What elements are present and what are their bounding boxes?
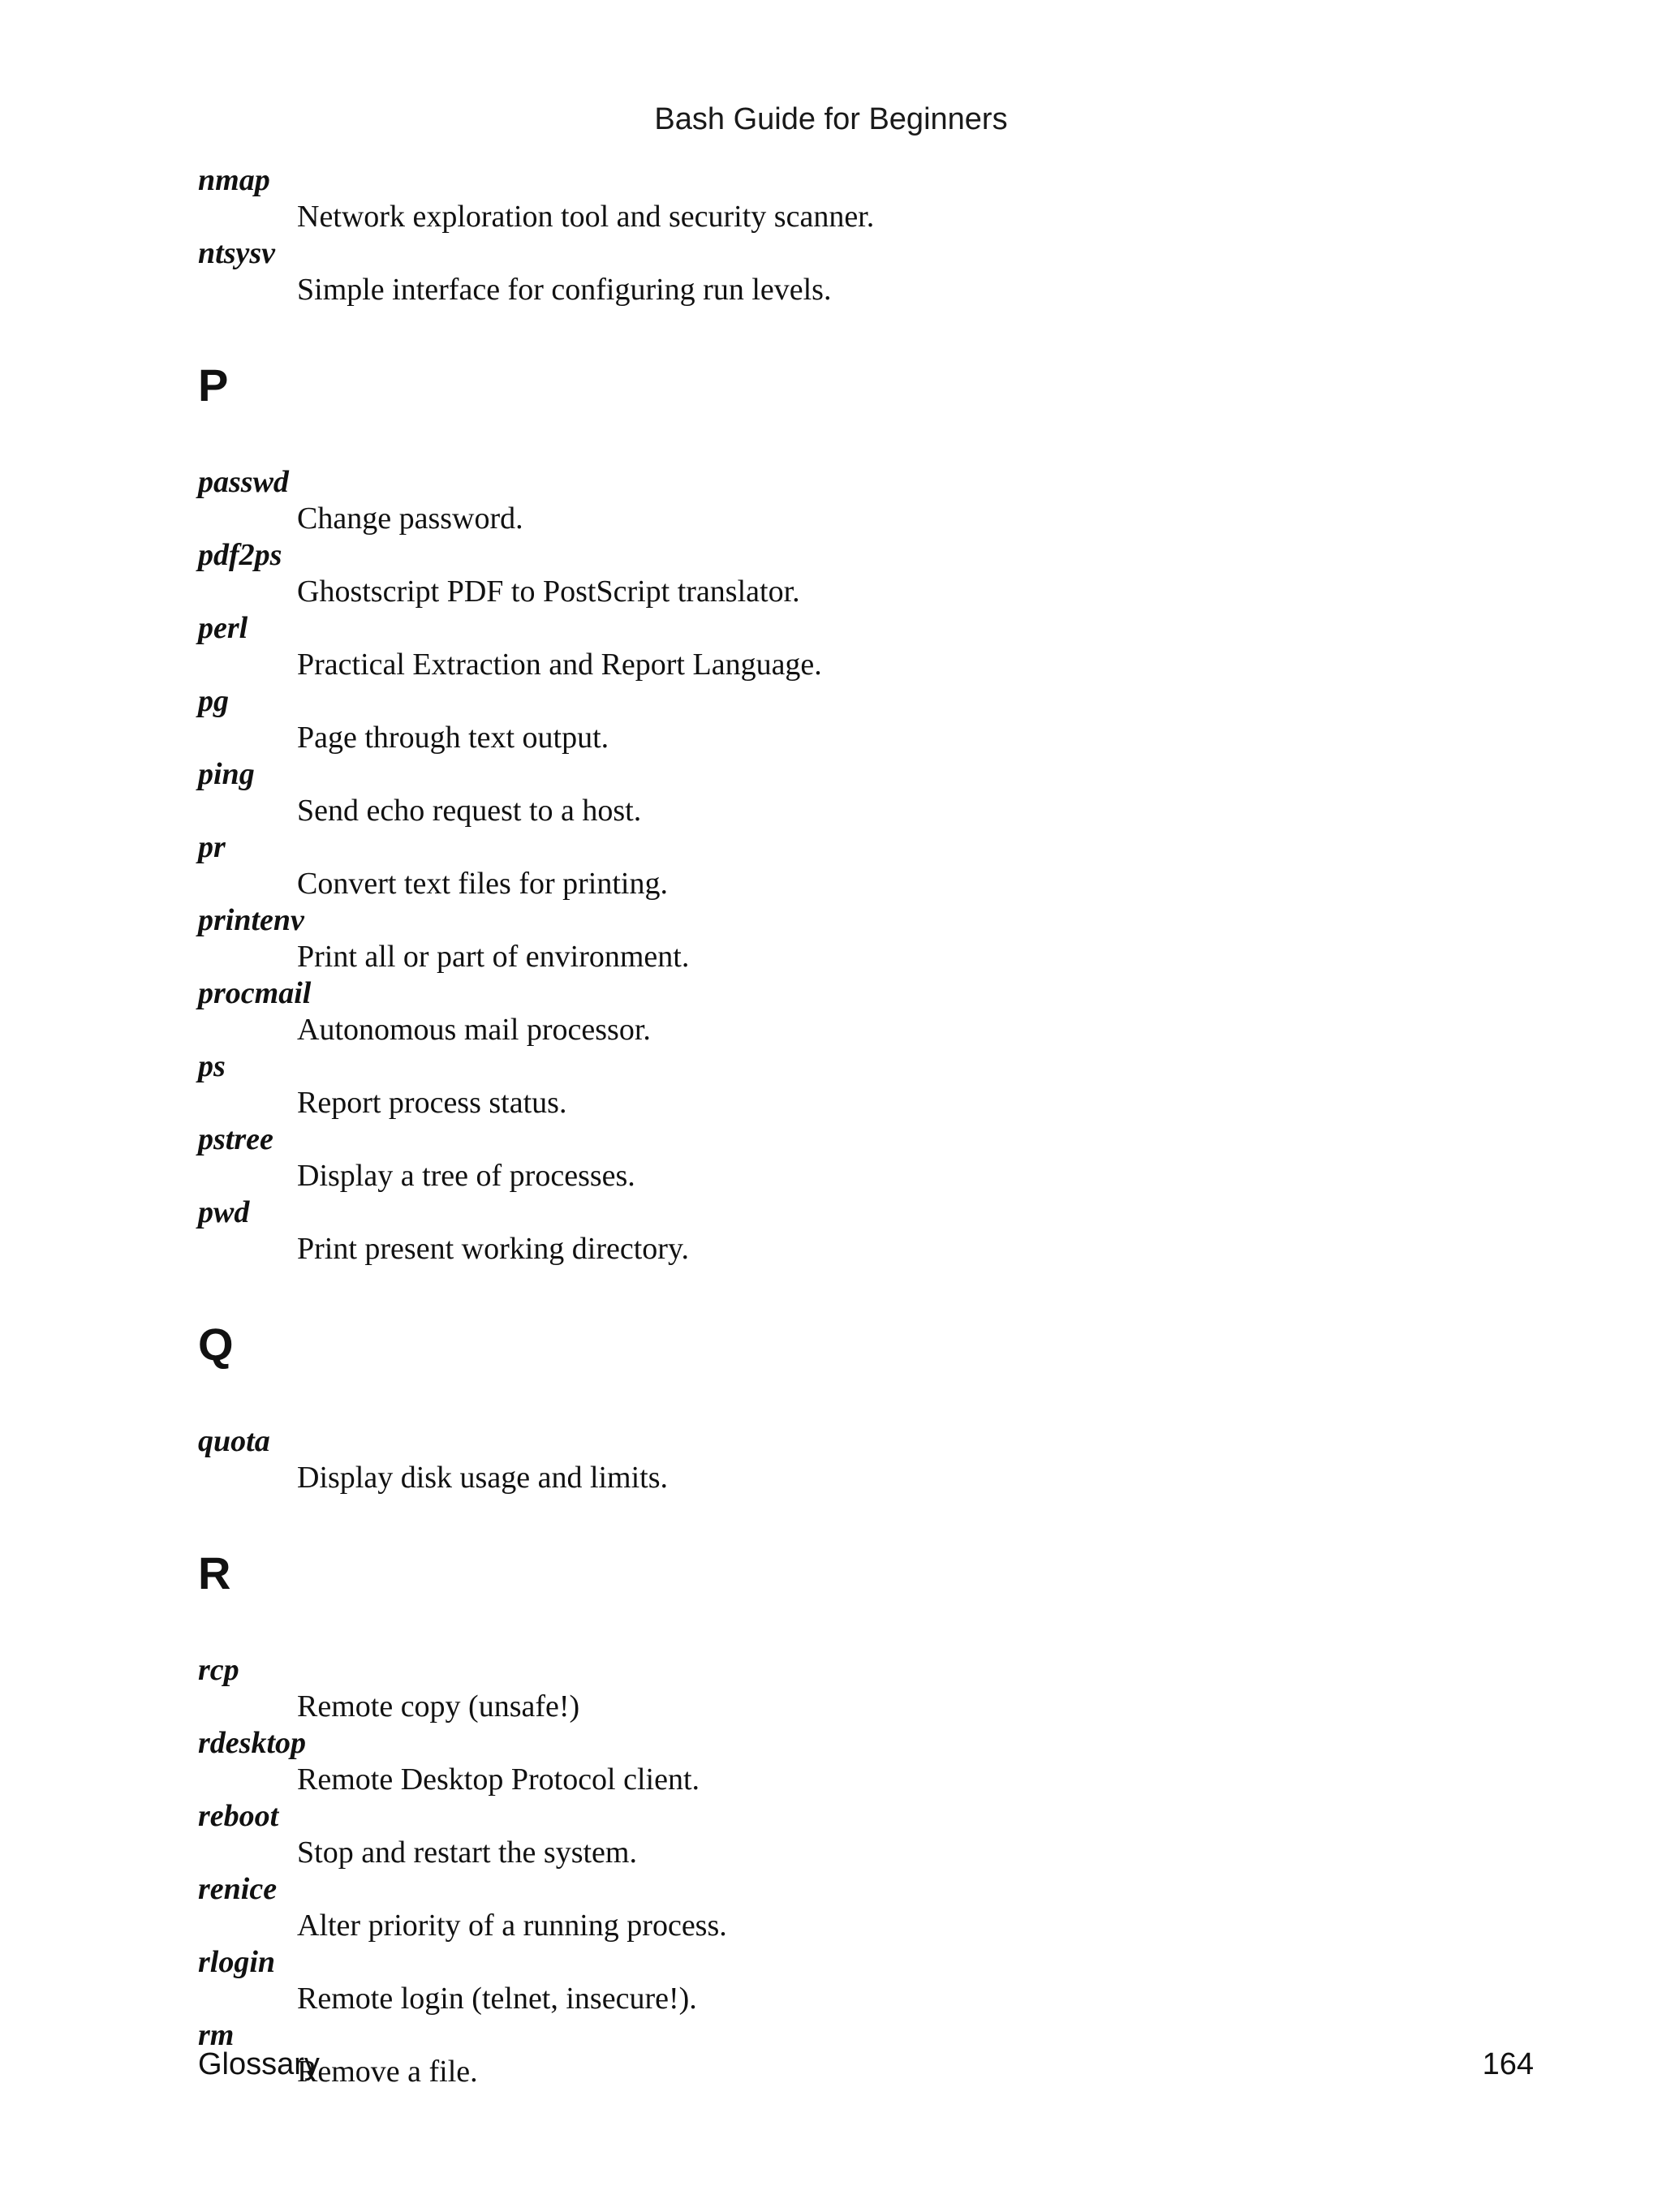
glossary-definition: Remote Desktop Protocol client. bbox=[297, 1762, 700, 1797]
glossary-term: rlogin bbox=[198, 1945, 276, 1979]
glossary-definition: Autonomous mail processor. bbox=[297, 1013, 651, 1047]
glossary-definition: Simple interface for configuring run levels. bbox=[297, 273, 832, 307]
glossary-term: perl bbox=[198, 611, 248, 645]
glossary-term: reboot bbox=[198, 1799, 279, 1833]
glossary-definition: Alter priority of a running process. bbox=[297, 1909, 727, 1943]
glossary-definition: Convert text files for printing. bbox=[297, 867, 668, 901]
glossary-definition: Print present working directory. bbox=[297, 1232, 689, 1266]
glossary-term: printenv bbox=[198, 903, 304, 937]
glossary-term: rdesktop bbox=[198, 1726, 306, 1760]
glossary-term: ping bbox=[198, 757, 255, 791]
glossary-definition: Display disk usage and limits. bbox=[297, 1461, 669, 1495]
glossary-group-n bbox=[198, 162, 1537, 308]
glossary-term: quota bbox=[198, 1424, 270, 1458]
glossary-definition: Remove a file. bbox=[297, 2055, 478, 2089]
glossary-term: pr bbox=[198, 830, 226, 864]
footer-section-name: Glossary bbox=[198, 2047, 320, 2081]
glossary-definition: Send echo request to a host. bbox=[297, 794, 642, 828]
glossary-content bbox=[198, 162, 1537, 2090]
glossary-term: rcp bbox=[198, 1653, 239, 1687]
glossary-group-q bbox=[198, 1318, 1537, 1496]
glossary-definition: Change password. bbox=[297, 501, 523, 536]
footer-page-number: 164 bbox=[1482, 2047, 1534, 2081]
glossary-definition: Practical Extraction and Report Language. bbox=[297, 648, 822, 682]
glossary-definition: Print all or part of environment. bbox=[297, 940, 690, 974]
section-letter-heading: R bbox=[198, 1547, 231, 1599]
glossary-definition: Stop and restart the system. bbox=[297, 1835, 637, 1870]
glossary-definition: Network exploration tool and security scanner. bbox=[297, 200, 875, 234]
glossary-definition: Report process status. bbox=[297, 1086, 567, 1120]
section-letter-heading: P bbox=[198, 359, 229, 411]
glossary-group-p bbox=[198, 359, 1537, 1267]
glossary-term: nmap bbox=[198, 163, 270, 197]
glossary-term: pwd bbox=[198, 1195, 250, 1229]
glossary-term: pstree bbox=[198, 1122, 273, 1156]
glossary-definition: Remote copy (unsafe!) bbox=[297, 1689, 580, 1724]
glossary-term: pg bbox=[198, 684, 229, 718]
glossary-term: pdf2ps bbox=[198, 538, 282, 572]
glossary-group-r bbox=[198, 1547, 1537, 2090]
glossary-term: passwd bbox=[198, 465, 289, 499]
glossary-term: renice bbox=[198, 1872, 278, 1906]
glossary-term: rm bbox=[198, 2018, 235, 2052]
glossary-term: ntsysv bbox=[198, 236, 275, 270]
glossary-term: procmail bbox=[198, 976, 312, 1010]
glossary-definition: Remote login (telnet, insecure!). bbox=[297, 1982, 697, 2016]
glossary-term: ps bbox=[198, 1049, 226, 1083]
glossary-definition: Display a tree of processes. bbox=[297, 1159, 635, 1193]
section-letter-heading: Q bbox=[198, 1319, 234, 1370]
glossary-definition: Ghostscript PDF to PostScript translator. bbox=[297, 575, 800, 609]
glossary-definition: Page through text output. bbox=[297, 721, 609, 755]
page-header-title: Bash Guide for Beginners bbox=[654, 102, 1008, 136]
